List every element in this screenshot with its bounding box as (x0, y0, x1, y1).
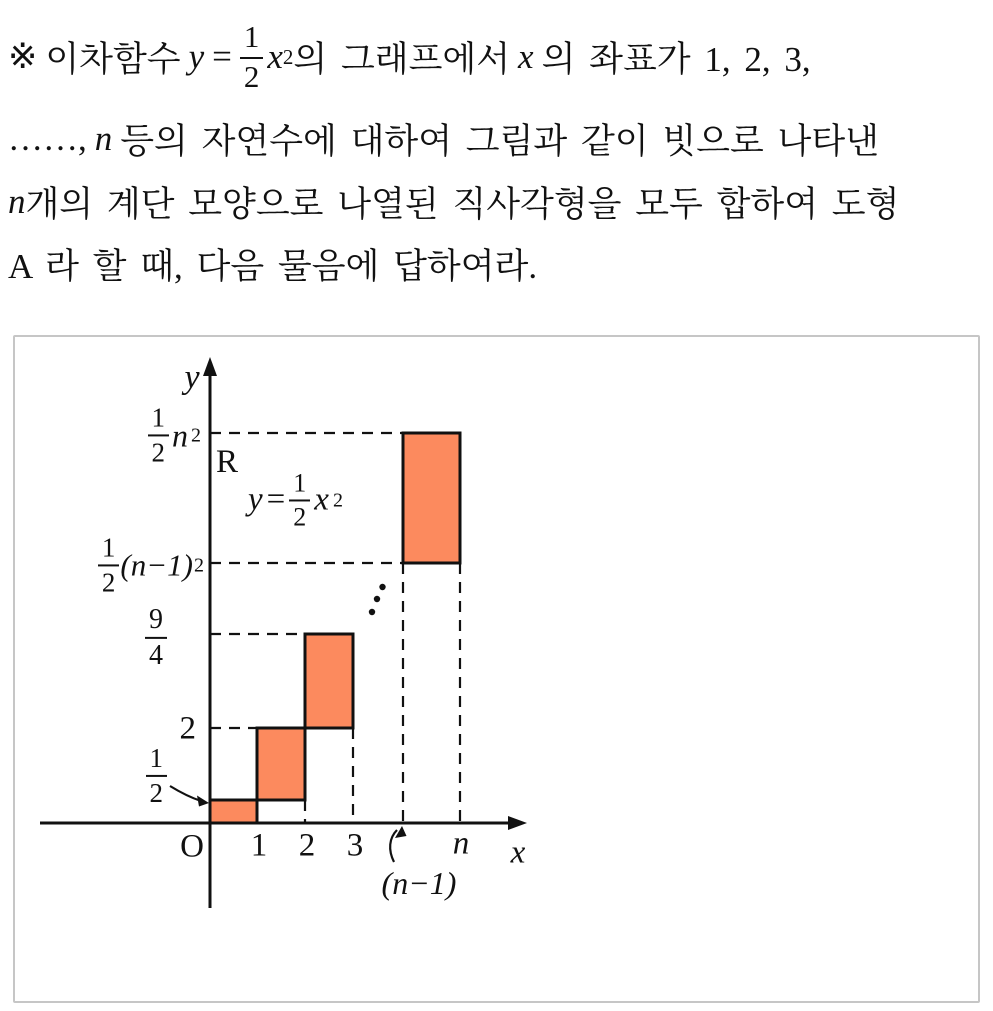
ellipsis-dot (369, 609, 375, 615)
xtick-1: 1 (250, 827, 268, 864)
x-axis-label: x (510, 834, 526, 871)
half-nm1-paren: (n−1) (120, 547, 193, 583)
fraction-numerator: 1 (148, 403, 170, 436)
fraction-denominator: 2 (243, 58, 260, 94)
line4-text: A 라 할 때, 다음 물음에 답하여라. (8, 247, 538, 286)
fraction-denominator: 2 (151, 437, 165, 468)
fraction-numerator: 1 (146, 744, 168, 777)
line1-end-text: 의 좌표가 1, 2, 3, (541, 40, 811, 79)
problem-line-1: ※ 이차함수 y = $\frac{1}{2}$ x 2 의 그래프에서 x 의 좌표가 1, 2, 3, (8, 19, 811, 94)
xtick-n: n (452, 825, 470, 862)
half-nm1-fraction (98, 533, 120, 596)
stair-rect-2 (257, 728, 305, 800)
line3-text: 개의 계단 모양으로 나열된 직사각형을 모두 합하여 도형 (25, 185, 900, 224)
one-half-fraction (146, 744, 168, 807)
math-n-2: n (8, 182, 26, 221)
xtick-2: 2 (298, 827, 316, 864)
curve-fraction (289, 469, 310, 530)
fraction-numerator: 1 (98, 533, 120, 566)
fraction-numerator: 1 (289, 469, 310, 501)
fraction-denominator: 4 (149, 640, 163, 671)
ylabel-half-n-squared: $\frac{1}{2}$ n 2 (148, 403, 202, 466)
text-after-formula: 의 그래프에서 (293, 40, 511, 79)
ylabel-two: 2 (179, 710, 196, 747)
math-n: n (94, 119, 113, 158)
half-label-arrowhead (197, 796, 209, 807)
nine-fourths-fraction (145, 605, 167, 670)
ellipsis-dot (379, 584, 385, 590)
math-y: y (188, 37, 205, 76)
problem-line-4 (8, 241, 537, 287)
half-n-squared-fraction (148, 403, 170, 466)
problem-line-3 (8, 179, 899, 225)
region-label: R (216, 444, 239, 480)
n-minus-1-arrowhead (395, 826, 407, 838)
curve-equation-label: y = $\frac{1}{2}$ x 2 (248, 468, 343, 532)
fraction-denominator: 2 (149, 778, 163, 808)
stair-rect-1 (210, 800, 257, 823)
ellipsis-dot (374, 596, 380, 602)
ylabel-half-n-minus-1-squared: $\frac{1}{2}$ (n−1) 2 (98, 533, 204, 596)
diagonal-ellipsis-dots (369, 584, 386, 615)
fraction-numerator: 1 (240, 21, 264, 58)
line2-text: 등의 자연수에 대하여 그림과 같이 빗으로 나타낸 (120, 122, 879, 161)
ylabel-one-half (146, 741, 168, 807)
fraction-denominator: 2 (293, 502, 307, 532)
n-minus-1-arrow (390, 830, 397, 862)
reference-marker: ※ (8, 37, 38, 76)
intro-text: 이차함수 (45, 40, 181, 79)
half-n-squared-var: n (172, 417, 188, 453)
curve-equals: = (266, 481, 286, 518)
origin-label: O (180, 828, 204, 865)
curve-x: x (314, 481, 329, 518)
math-fraction-one-half (240, 21, 264, 92)
stair-rect-3 (305, 634, 353, 728)
half-label-arrow (170, 786, 201, 801)
math-x: x (267, 37, 283, 76)
stair-rect-n (403, 433, 460, 563)
ellipsis-lead: ……, (8, 119, 87, 158)
xtick-n-minus-1: (n−1) (381, 865, 457, 901)
curve-y: y (248, 481, 263, 518)
y-axis-arrowhead (203, 357, 217, 376)
fraction-numerator: 9 (145, 605, 167, 639)
xtick-3: 3 (346, 827, 364, 864)
y-axis-label: y (184, 359, 200, 396)
math-equals: = (212, 37, 232, 76)
figure-frame (13, 335, 980, 1003)
ylabel-nine-fourths (145, 602, 167, 670)
fraction-denominator: 2 (101, 567, 116, 598)
x-axis-arrowhead (508, 816, 527, 830)
problem-line-2 (8, 116, 879, 162)
math-x-2: x (518, 37, 534, 76)
